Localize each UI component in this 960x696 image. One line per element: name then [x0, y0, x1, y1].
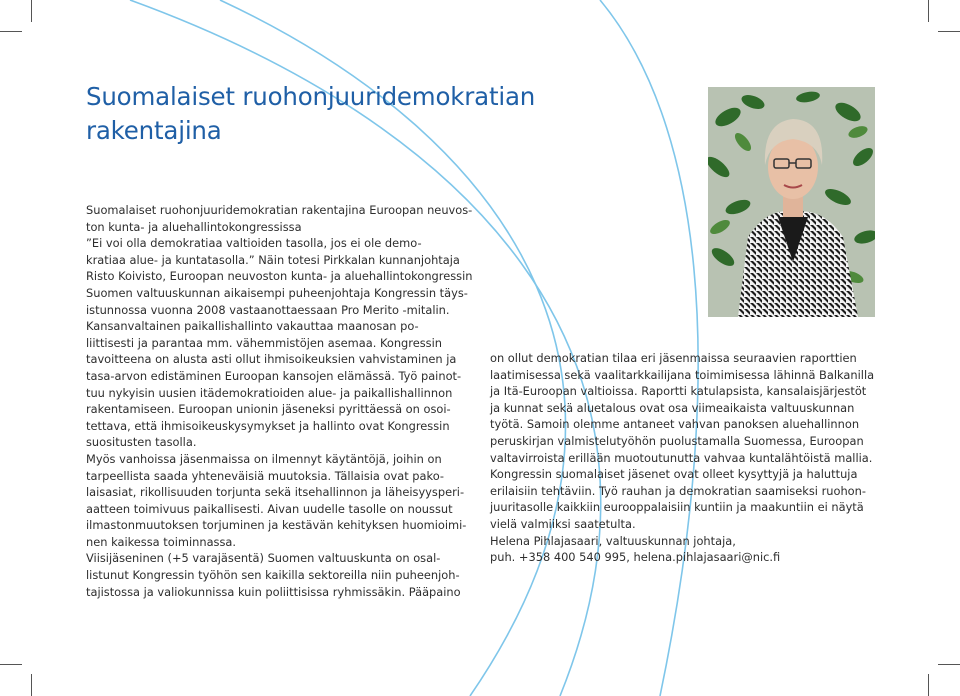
text-line: tuu nykyisin uusien itädemokratioiden alue- ja paikallishallinnon [86, 385, 453, 400]
text-line: on ollut demokratian tilaa eri jäsenmaissa seuraavien raporttien [490, 351, 857, 365]
title-line: rakentajina [86, 116, 222, 145]
text-line: kratiaa alue- ja kuntatasolla.” Näin totesi Pirkkalan kunnanjohtaja [86, 252, 460, 267]
text-line: tettava, että ihmisoikeuskysymykset ja hallinto ovat Kongressin [86, 418, 450, 433]
text-line: Myös vanhoissa jäsenmaissa on ilmennyt käytäntöjä, joihin on [86, 451, 442, 466]
text-line: liittisesti ja parantaa mm. vähemmistöjen asemaa. Kongressin [86, 335, 442, 350]
crop-mark [928, 0, 929, 22]
article-column-right [490, 350, 874, 566]
text-line: rakentamiseen. Euroopan unionin jäseneksi pyrittäessä on osoi- [86, 402, 451, 417]
title-line: Suomalaiset ruohonjuuridemokratian [86, 82, 536, 111]
text-line: Kongressin suomalaiset jäsenet ovat olleet kysyttyjä ja haluttuja [490, 467, 858, 482]
text-line: ”Ei voi olla demokratiaa valtioiden tasolla, jos ei ole demo- [86, 236, 422, 251]
text-line: ilmastonmuutoksen torjuminen ja kestävän kehityksen huomioimi- [86, 518, 467, 533]
text-line: nen kaikessa toiminnassa. [86, 534, 237, 549]
text-line: listunut Kongressin työhön sen kaikilla sektoreilla niin puheenjoh- [86, 568, 460, 583]
text-line: Viisijäseninen (+5 varajäsentä) Suomen valtuuskunta on osal- [86, 551, 441, 566]
text-line: aatteen toimivuus paikallisesti. Aivan uudelle tasolle on noussut [86, 501, 453, 516]
text-line: laatimisessa sekä vaalitarkkailijana toimimisessa lähinnä Balkanilla [490, 367, 875, 382]
crop-mark [0, 664, 22, 665]
text-line: peruskirjan valmistelutyöhön puolustamalla Suomessa, Euroopan [490, 433, 864, 448]
article-column-left [86, 202, 472, 600]
text-line: tarpeellista saada yhteneväisiä muutoksia. Tällaisia ovat pako- [86, 468, 444, 483]
crop-mark [31, 0, 32, 22]
text-line: istunnossa vuonna 2008 vastaanottaessaan Pro Merito -mitalin. [86, 302, 450, 317]
text-line: juuritasolle kaikkiin eurooppalaisiin kuntiin ja maakuntiin ei näytä [490, 500, 864, 515]
text-line: Suomalaiset ruohonjuuridemokratian rakentajina Euroopan neuvos- [86, 203, 473, 217]
text-line: Helena Pihlajasaari, valtuuskunnan johtaja, [490, 533, 736, 548]
portrait-photo [708, 87, 875, 317]
text-line: suositusten tasolla. [86, 435, 197, 450]
crop-mark [938, 664, 960, 665]
crop-mark [31, 674, 32, 696]
text-line: Risto Koivisto, Euroopan neuvoston kunta- ja aluehallintokongressin [86, 269, 473, 284]
text-line: Kansanvaltainen paikallishallinto vakauttaa maanosan po- [86, 319, 419, 334]
text-line: tavoitteena on alusta asti ollut ihmisoikeuksien vahvistaminen ja [86, 352, 457, 367]
crop-mark [0, 31, 22, 32]
text-line: puh. +358 400 540 995, helena.pihlajasaari@nic.fi [490, 550, 781, 565]
text-line: ja kunnat sekä aluetalous ovat osa viimeaikaista valtuuskunnan [490, 400, 855, 415]
text-line: erilaisiin tehtäviin. Työ rauhan ja demokratian saamiseksi ruohon- [490, 483, 866, 498]
text-line: vielä valmiiksi saatetulta. [490, 516, 636, 531]
text-line: laisasiat, rikollisuuden torjunta sekä itsehallinnon ja läheisyysperi- [86, 485, 465, 500]
text-line: ja Itä-Euroopan valtioissa. Raportti katulapsista, kansalaisjärjestöt [490, 384, 867, 399]
text-line: tasa-arvon edistäminen Euroopan kansojen elämässä. Työ painot- [86, 368, 462, 383]
text-line: Suomen valtuuskunnan aikaisempi puheenjohtaja Kongressin täys- [86, 285, 468, 300]
text-line: tajistossa ja valiokunnissa kuin poliittisissa ryhmissäkin. Pääpaino [86, 584, 461, 599]
text-line: työtä. Samoin olemme antaneet vahvan panoksen aluehallinnon [490, 417, 860, 432]
text-line: valtavirroista erillään muotoutunutta vahvaa kuntalähtöistä mallia. [490, 450, 873, 465]
page-title [86, 80, 566, 148]
text-line: ton kunta- ja aluehallintokongressissa [86, 219, 302, 234]
crop-mark [928, 674, 929, 696]
crop-mark [938, 31, 960, 32]
portrait-photo-icon [708, 87, 875, 317]
